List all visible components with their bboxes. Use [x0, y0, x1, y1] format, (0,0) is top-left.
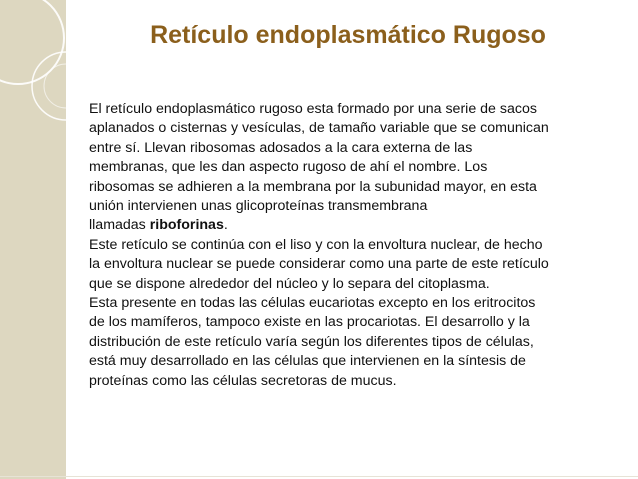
text-line: está muy desarrollado en las células que intervienen en la síntesis de [89, 353, 526, 370]
text-line: aplanados o cisternas y vesículas, de tamaño variable que se comunican [89, 120, 549, 137]
text-line: ribosomas se adhieren a la membrana por la subunidad mayor, en esta [89, 178, 537, 195]
text-line: distribución de este retículo varía según los diferentes tipos de células, [89, 333, 534, 350]
text-line: que se dispone alrededor del núcleo y lo separa del citoplasma. [89, 275, 490, 292]
text-line: la envoltura nuclear se puede considerar como una parte de este retículo [89, 256, 549, 273]
text-line: entre sí. Llevan ribosomas adosados a la cara externa de las [89, 139, 473, 156]
bold-term: riboforinas [149, 217, 224, 234]
text-line: unión intervienen unas glicoproteínas transmembrana [89, 198, 428, 215]
slide-title: Retículo endoplasmático Rugoso [150, 21, 546, 49]
paragraph-1 [89, 100, 634, 236]
text-line: Este retículo se continúa con el liso y con la envoltura nuclear, de hecho [89, 236, 543, 253]
text-line: proteínas como las células secretoras de mucus. [89, 372, 397, 389]
text-line: El retículo endoplasmático rugoso esta formado por una serie de sacos [89, 101, 537, 117]
body-text [89, 100, 634, 391]
bottom-divider [0, 476, 638, 477]
paragraph-3 [89, 294, 634, 391]
text-suffix: . [223, 217, 228, 234]
text-line-with-term [89, 216, 634, 235]
text-line: de los mamíferos, tampoco existe en las procariotas. El desarrollo y la [89, 314, 530, 331]
text-prefix: llamadas [89, 217, 150, 234]
text-line: membranas, que les dan aspecto rugoso de ahí el nombre. Los [89, 159, 488, 176]
paragraph-2 [89, 236, 634, 294]
text-line: Esta presente en todas las células eucariotas excepto en los eritrocitos [89, 295, 536, 312]
